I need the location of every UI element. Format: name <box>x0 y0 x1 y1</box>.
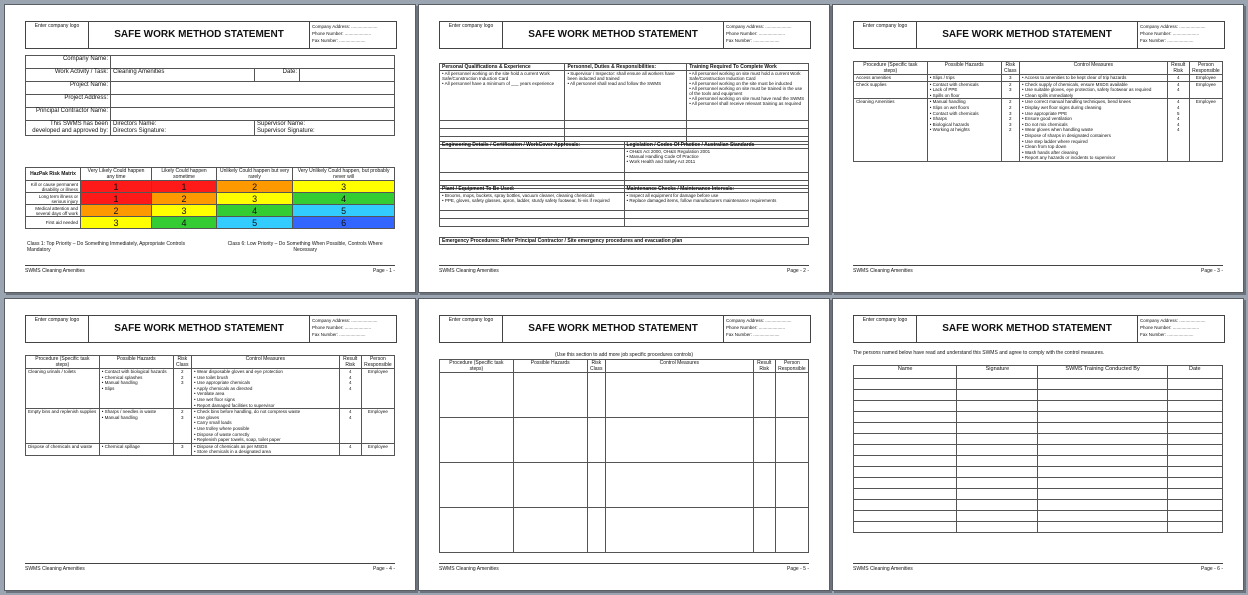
company-logo-placeholder: Enter company logo <box>34 23 80 29</box>
risk-matrix <box>25 167 395 229</box>
page-header <box>439 315 811 343</box>
result-cell: 4 <box>339 443 361 455</box>
document-title: SAFE WORK METHOD STATEMENT <box>88 22 310 48</box>
matrix-notes: Class 1: Top Priority – Do Something Immediately, Appropriate Controls Mandatory Class 6: Low Priority – Do Something When Possible, Controls Where Necessary <box>27 241 383 253</box>
signoff-row[interactable] <box>854 445 1223 456</box>
legislation-header: Legislation / Codes Of Practice / Australian Standards <box>624 142 809 149</box>
personnel-table <box>439 63 809 145</box>
signoff-row[interactable] <box>854 412 1223 423</box>
risk-cell: 2 3 <box>1001 81 1019 99</box>
page-header <box>439 21 811 49</box>
empty-cell[interactable] <box>440 418 514 463</box>
result-cell: 4 4 <box>339 409 361 444</box>
col-header-person: Person Responsible <box>775 360 808 373</box>
project-name-label: Project Name: <box>26 82 111 95</box>
empty-cell[interactable] <box>513 508 587 553</box>
qualifications-header: Personal Qualifications & Experience <box>440 64 565 71</box>
matrix-cell: 1 <box>152 181 217 193</box>
col-header-person: Person Responsible <box>1189 62 1222 75</box>
document-page-3[interactable] <box>832 4 1244 293</box>
matrix-cell: 2 <box>152 193 217 205</box>
signoff-cell[interactable] <box>957 489 1038 500</box>
empty-cell[interactable] <box>753 463 775 508</box>
company-logo-placeholder: Enter company logo <box>448 23 494 29</box>
signoff-cell[interactable] <box>957 379 1038 390</box>
additional-procedures-note: (Use this section to add more job specific procedures controls) <box>554 352 694 358</box>
empty-cell[interactable] <box>513 463 587 508</box>
col-header-step: Procedure (Specific task steps) <box>26 356 100 369</box>
procedure-step: Check supplies <box>854 81 928 99</box>
col-header-control: Control Measures <box>1020 62 1168 75</box>
matrix-col-header: Likely Could happen sometime <box>152 168 217 181</box>
empty-procedure-row[interactable] <box>440 418 809 463</box>
col-header-step: Procedure (Specific task steps) <box>440 360 514 373</box>
person-cell: Employee <box>361 409 394 444</box>
signoff-cell[interactable] <box>1038 522 1167 533</box>
result-cell: 4 4 5 4 4 4 <box>1167 99 1189 162</box>
person-cell: Employee <box>1189 75 1222 82</box>
signoff-cell[interactable] <box>957 478 1038 489</box>
signoff-cell[interactable] <box>854 511 957 522</box>
qualifications-cell: • All personnel working on the site hold a current Work Safe/Construction Induction Card • All personnel have a minimum of ___ years experience <box>440 71 565 121</box>
maintenance-cell: • Inspect all equipment for damage before use • Replace damaged items, follow manufacturers maintenance requirements <box>624 193 809 211</box>
procedure-row <box>854 99 1223 162</box>
empty-cell[interactable] <box>587 418 605 463</box>
signoff-row[interactable] <box>854 434 1223 445</box>
company-logo-placeholder: Enter company logo <box>448 317 494 323</box>
company-info: Company Address: ..................... Phone Number: ..................... Fax Number: ..................... <box>726 24 792 43</box>
procedure-step: Cleaning urinals / toilets <box>26 369 100 409</box>
signoff-cell[interactable] <box>957 467 1038 478</box>
matrix-cell: 5 <box>293 205 395 217</box>
swms-approved-label: This SWMS has been developed and approved by: <box>26 121 111 136</box>
empty-cell[interactable] <box>606 463 754 508</box>
signoff-cell[interactable] <box>1167 489 1222 500</box>
empty-procedure-row[interactable] <box>440 508 809 553</box>
empty-cell[interactable] <box>513 373 587 418</box>
signoff-cell[interactable] <box>957 500 1038 511</box>
signoff-cell[interactable] <box>1167 445 1222 456</box>
matrix-col-header: Unlikely Could happen but very rarely <box>216 168 292 181</box>
document-title: SAFE WORK METHOD STATEMENT <box>502 316 724 342</box>
name-col-header: Name <box>854 366 957 379</box>
signoff-cell[interactable] <box>957 401 1038 412</box>
company-info: Company Address: ..................... Phone Number: ..................... Fax Number: ..................... <box>726 318 792 337</box>
engineering-table <box>439 141 809 189</box>
signoff-cell[interactable] <box>854 434 957 445</box>
procedure-step: Access amenities <box>854 75 928 82</box>
risk-cell: 3 <box>173 443 191 455</box>
emergency-procedures: Emergency Procedures: Refer Principal Contractor / Site emergency procedures and evacuation plan <box>440 238 809 245</box>
signoff-cell[interactable] <box>1167 423 1222 434</box>
signoff-row[interactable] <box>854 423 1223 434</box>
hazards-cell: • Contact with chemicals • Lack of PPE • Spills on floor <box>927 81 1001 99</box>
signoff-cell[interactable] <box>1167 456 1222 467</box>
procedure-row <box>26 443 395 455</box>
risk-cell: 2 3 <box>173 409 191 444</box>
signoff-cell[interactable] <box>957 434 1038 445</box>
procedure-row <box>26 409 395 444</box>
training-header: Training Required To Complete Work <box>687 64 809 71</box>
matrix-col-header: Very Likely Could happen any time <box>81 168 152 181</box>
matrix-row-label: Medical attention and several days off work <box>26 205 81 217</box>
signoff-row[interactable] <box>854 456 1223 467</box>
signoff-cell[interactable] <box>854 467 957 478</box>
procedure-step: Empty bins and replenish supplies <box>26 409 100 444</box>
controls-cell: • Check supply of chemicals, ensure MSDS available • Use suitable gloves, eye protection, safety footwear as required • Clean spills immediately <box>1020 81 1168 99</box>
signoff-cell[interactable] <box>1167 379 1222 390</box>
duties-header: Personnel, Duties & Responsibilities: <box>565 64 687 71</box>
signoff-cell[interactable] <box>957 511 1038 522</box>
document-page-6[interactable] <box>832 298 1244 591</box>
controls-cell: • Use correct manual handling techniques, bend knees • Display wet floor signs during cleaning • Use appropriate PPE • Ensure good ventilation • Do not mix chemicals • Wear gloves when handling waste • Dispose of sharps in designated containers • Use step ladder where required • Clean from top down • Wash hands after cleaning • Report any hazards or incidents to supervisor <box>1020 99 1168 162</box>
matrix-cell: 4 <box>216 205 292 217</box>
work-activity-label: Work Activity / Task: <box>26 69 111 82</box>
plant-cell: • Brooms, mops, buckets, spray bottles, vacuum cleaner, cleaning chemicals • PPE, gloves, safety glasses, apron, ladder, sturdy safety footwear, hi-vis if required <box>440 193 625 211</box>
company-info: Company Address: ..................... Phone Number: ..................... Fax Number: ..................... <box>312 24 378 43</box>
signoff-cell[interactable] <box>854 500 957 511</box>
empty-cell[interactable] <box>753 373 775 418</box>
signoff-cell[interactable] <box>1167 401 1222 412</box>
signoff-cell[interactable] <box>957 423 1038 434</box>
signoff-cell[interactable] <box>854 412 957 423</box>
signoff-cell[interactable] <box>1038 445 1167 456</box>
document-page-5[interactable] <box>418 298 830 591</box>
empty-cell[interactable] <box>587 508 605 553</box>
work-activity-field[interactable]: Cleaning Amenities <box>111 69 255 82</box>
signoff-cell[interactable] <box>1167 511 1222 522</box>
signoff-cell[interactable] <box>854 445 957 456</box>
matrix-cell: 5 <box>216 217 292 229</box>
date-field[interactable] <box>300 69 395 82</box>
matrix-cell: 3 <box>152 205 217 217</box>
maintenance-header: Maintenance Checks / Maintenance Intervals: <box>624 186 809 193</box>
empty-cell[interactable] <box>775 418 808 463</box>
training-cell: • All personnel working on site must hold a current Work Safe/Construction Induction Card • All personnel working on the site must be inducted • All personnel working on site must be trained in the use of the tools and equipment • All personnel working on site must have read the SWMS • All personnel shall receive relevant training as required <box>687 71 809 121</box>
page-header <box>853 21 1225 49</box>
document-title: SAFE WORK METHOD STATEMENT <box>88 316 310 342</box>
hazards-cell: • Sharps / needles in waste • Manual handling <box>99 409 173 444</box>
page-footer: SWMS Cleaning Amenities Page - 5 - <box>439 563 809 572</box>
matrix-corner: HazPak Risk Matrix <box>26 168 81 181</box>
matrix-cell: 1 <box>81 181 152 193</box>
engineering-header: Engineering Details / Certification / WorkCover Approvals: <box>440 142 625 149</box>
hazards-cell: • Slips / trips <box>927 75 1001 82</box>
matrix-cell: 6 <box>293 217 395 229</box>
signoff-table <box>853 365 1223 533</box>
document-page-1[interactable] <box>4 4 416 293</box>
date-label: Date: <box>255 69 300 82</box>
hazards-cell: • Contact with biological hazards • Chemical splashes • Manual handling • Slips <box>99 369 173 409</box>
empty-cell[interactable] <box>513 418 587 463</box>
duties-cell: • Supervisor / Inspector: shall ensure all workers have been inducted and trained • All personnel shall read and follow the SWMS <box>565 71 687 121</box>
signoff-row[interactable] <box>854 401 1223 412</box>
result-cell: 4 4 4 4 <box>339 369 361 409</box>
procedure-step: Cleaning Amenities <box>854 99 928 162</box>
signoff-row[interactable] <box>854 500 1223 511</box>
signoff-row[interactable] <box>854 478 1223 489</box>
empty-cell[interactable] <box>440 508 514 553</box>
risk-cell: 2 2 3 2 3 2 <box>1001 99 1019 162</box>
procedure-row <box>854 81 1223 99</box>
signature-col-header: Signature <box>957 366 1038 379</box>
signoff-cell[interactable] <box>1167 412 1222 423</box>
empty-cell[interactable] <box>587 373 605 418</box>
company-logo-placeholder: Enter company logo <box>862 23 908 29</box>
signoff-cell[interactable] <box>854 478 957 489</box>
signoff-row[interactable] <box>854 511 1223 522</box>
procedure-row <box>854 75 1223 82</box>
col-header-control: Control Measures <box>192 356 340 369</box>
signoff-row[interactable] <box>854 379 1223 390</box>
principal-contractor-field[interactable] <box>111 108 395 121</box>
supervisor-cell[interactable]: Supervisor Name: Supervisor Signature: <box>255 121 395 136</box>
directors-cell[interactable]: Directors Name: Directors Signature: <box>111 121 255 136</box>
empty-cell[interactable] <box>753 418 775 463</box>
result-cell: 4 <box>1167 75 1189 82</box>
document-title: SAFE WORK METHOD STATEMENT <box>502 22 724 48</box>
col-header-risk: Risk Class <box>1001 62 1019 75</box>
legislation-cell: • OH&S Act 2000, OH&S Regulation 2001 • Manual Handling Code Of Practice • Work Health and Safety Act 2011 <box>624 149 809 173</box>
col-header-hazards: Possible Hazards <box>927 62 1001 75</box>
document-title: SAFE WORK METHOD STATEMENT <box>916 316 1138 342</box>
signoff-cell[interactable] <box>1038 489 1167 500</box>
document-page-2[interactable] <box>418 4 830 293</box>
signoff-row[interactable] <box>854 522 1223 533</box>
empty-procedure-row[interactable] <box>440 373 809 418</box>
col-header-person: Person Responsible <box>361 356 394 369</box>
project-name-field[interactable] <box>111 82 395 95</box>
signoff-cell[interactable] <box>957 445 1038 456</box>
matrix-row-label: Long term illness or serious injury <box>26 193 81 205</box>
signoff-cell[interactable] <box>854 489 957 500</box>
signoff-cell[interactable] <box>854 456 957 467</box>
empty-cell[interactable] <box>775 508 808 553</box>
col-header-risk: Risk Class <box>587 360 605 373</box>
hazards-cell: • Chemical spillage <box>99 443 173 455</box>
signoff-cell[interactable] <box>1167 434 1222 445</box>
matrix-cell: 4 <box>293 193 395 205</box>
empty-cell[interactable] <box>606 508 754 553</box>
signoff-cell[interactable] <box>1038 511 1167 522</box>
procedure-table <box>25 355 395 456</box>
project-address-field[interactable] <box>111 95 395 108</box>
plant-header: Plant / Equipment To Be Used: <box>440 186 625 193</box>
matrix-cell: 2 <box>216 181 292 193</box>
signoff-row[interactable] <box>854 467 1223 478</box>
col-header-step: Procedure (Specific task steps) <box>854 62 928 75</box>
col-header-result: Result Risk <box>753 360 775 373</box>
signoff-cell[interactable] <box>1038 467 1167 478</box>
page-footer: SWMS Cleaning Amenities Page - 6 - <box>853 563 1223 572</box>
signoff-cell[interactable] <box>957 390 1038 401</box>
company-logo-placeholder: Enter company logo <box>862 317 908 323</box>
signoff-cell[interactable] <box>1038 434 1167 445</box>
signoff-cell[interactable] <box>1038 423 1167 434</box>
emergency-table <box>439 237 809 245</box>
signoff-cell[interactable] <box>1038 401 1167 412</box>
page-header <box>853 315 1225 343</box>
signoff-cell[interactable] <box>1167 522 1222 533</box>
col-header-control: Control Measures <box>606 360 754 373</box>
empty-cell[interactable] <box>440 373 514 418</box>
signoff-cell[interactable] <box>1167 390 1222 401</box>
signoff-cell[interactable] <box>1038 390 1167 401</box>
matrix-row-label: Kill or cause permanent disability or illness <box>26 181 81 193</box>
signoff-cell[interactable] <box>854 379 957 390</box>
person-cell: Employee <box>361 369 394 409</box>
document-title: SAFE WORK METHOD STATEMENT <box>916 22 1138 48</box>
procedure-table <box>853 61 1223 162</box>
empty-cell[interactable] <box>587 463 605 508</box>
matrix-cell: 3 <box>293 181 395 193</box>
company-info: Company Address: ..................... Phone Number: ..................... Fax Number: ..................... <box>1140 24 1206 43</box>
page-footer: SWMS Cleaning Amenities Page - 3 - <box>853 265 1223 274</box>
company-info: Company Address: ..................... Phone Number: ..................... Fax Number: ..................... <box>312 318 378 337</box>
signoff-cell[interactable] <box>1038 379 1167 390</box>
date-col-header: Date <box>1167 366 1222 379</box>
col-header-result: Result Risk <box>339 356 361 369</box>
plant-table <box>439 185 809 227</box>
procedure-step: Dispose of chemicals and waste <box>26 443 100 455</box>
page-footer: SWMS Cleaning Amenities Page - 2 - <box>439 265 809 274</box>
company-info: Company Address: ..................... Phone Number: ..................... Fax Number: ..................... <box>1140 318 1206 337</box>
page-header <box>25 21 397 49</box>
matrix-cell: 2 <box>81 205 152 217</box>
matrix-row-label: First aid needed <box>26 217 81 229</box>
company-logo-placeholder: Enter company logo <box>34 317 80 323</box>
signoff-cell[interactable] <box>957 522 1038 533</box>
matrix-cell: 1 <box>81 193 152 205</box>
signoff-cell[interactable] <box>854 423 957 434</box>
signoff-cell[interactable] <box>1167 478 1222 489</box>
signoff-row[interactable] <box>854 390 1223 401</box>
signoff-cell[interactable] <box>1038 412 1167 423</box>
matrix-cell: 3 <box>81 217 152 229</box>
blank-procedure-table <box>439 359 809 553</box>
empty-cell[interactable] <box>775 463 808 508</box>
empty-procedure-row[interactable] <box>440 463 809 508</box>
company-name-label: Company Name: <box>26 56 111 69</box>
procedure-row <box>26 369 395 409</box>
controls-cell: • Dispose of chemicals as per MSDS • Store chemicals in a designated area <box>192 443 340 455</box>
page-footer: SWMS Cleaning Amenities Page - 1 - <box>25 265 395 274</box>
col-header-hazards: Possible Hazards <box>99 356 173 369</box>
project-address-label: Project Address: <box>26 95 111 108</box>
risk-cell: 2 2 3 <box>173 369 191 409</box>
signoff-cell[interactable] <box>854 401 957 412</box>
matrix-cell: 3 <box>216 193 292 205</box>
signoff-cell[interactable] <box>957 412 1038 423</box>
person-cell: Employee <box>1189 81 1222 99</box>
col-header-hazards: Possible Hazards <box>513 360 587 373</box>
controls-cell: • Wear disposable gloves and eye protection • Use toilet brush • Use appropriate chemicals • Apply chemicals as directed • Ventilate area • Use wet floor signs • Report damaged facilities to supervisor <box>192 369 340 409</box>
company-name-field[interactable] <box>111 56 395 69</box>
controls-cell: • Access to amenities to be kept clear of trip hazards <box>1020 75 1168 82</box>
empty-cell[interactable] <box>775 373 808 418</box>
hazards-cell: • Manual handling • Slips on wet floors • Contact with chemicals • Sharps • Biological hazards • Working at heights <box>927 99 1001 162</box>
signoff-cell[interactable] <box>854 390 957 401</box>
empty-cell[interactable] <box>753 508 775 553</box>
project-details-table <box>25 55 395 136</box>
signoff-cell[interactable] <box>1038 456 1167 467</box>
matrix-cell: 4 <box>152 217 217 229</box>
signoff-cell[interactable] <box>1038 478 1167 489</box>
signoff-cell[interactable] <box>1167 467 1222 478</box>
signoff-cell[interactable] <box>1167 500 1222 511</box>
principal-contractor-label: Principal Contractor Name: <box>26 108 111 121</box>
signoff-row[interactable] <box>854 489 1223 500</box>
empty-cell[interactable] <box>440 463 514 508</box>
empty-cell[interactable] <box>606 373 754 418</box>
controls-cell: • Check bins before handling, do not compress waste • Use gloves • Carry small loads • Use trolley where possible • Dispose of waste correctly • Replenish paper towels, soap, toilet paper <box>192 409 340 444</box>
result-cell: 4 4 <box>1167 81 1189 99</box>
risk-cell: 3 <box>1001 75 1019 82</box>
col-header-result: Result Risk <box>1167 62 1189 75</box>
empty-cell[interactable] <box>606 418 754 463</box>
page-footer: SWMS Cleaning Amenities Page - 4 - <box>25 563 395 572</box>
signoff-note: The persons named below have read and understand this SWMS and agree to comply with the control measures. <box>853 350 1105 356</box>
matrix-col-header: Very Unlikely Could happen, but probably never will <box>293 168 395 181</box>
person-cell: Employee <box>361 443 394 455</box>
signoff-cell[interactable] <box>854 522 957 533</box>
person-cell: Employee <box>1189 99 1222 162</box>
document-page-4[interactable] <box>4 298 416 591</box>
trainer-col-header: SWMS Training Conducted By <box>1038 366 1167 379</box>
signoff-cell[interactable] <box>1038 500 1167 511</box>
page-header <box>25 315 397 343</box>
col-header-risk: Risk Class <box>173 356 191 369</box>
signoff-cell[interactable] <box>957 456 1038 467</box>
